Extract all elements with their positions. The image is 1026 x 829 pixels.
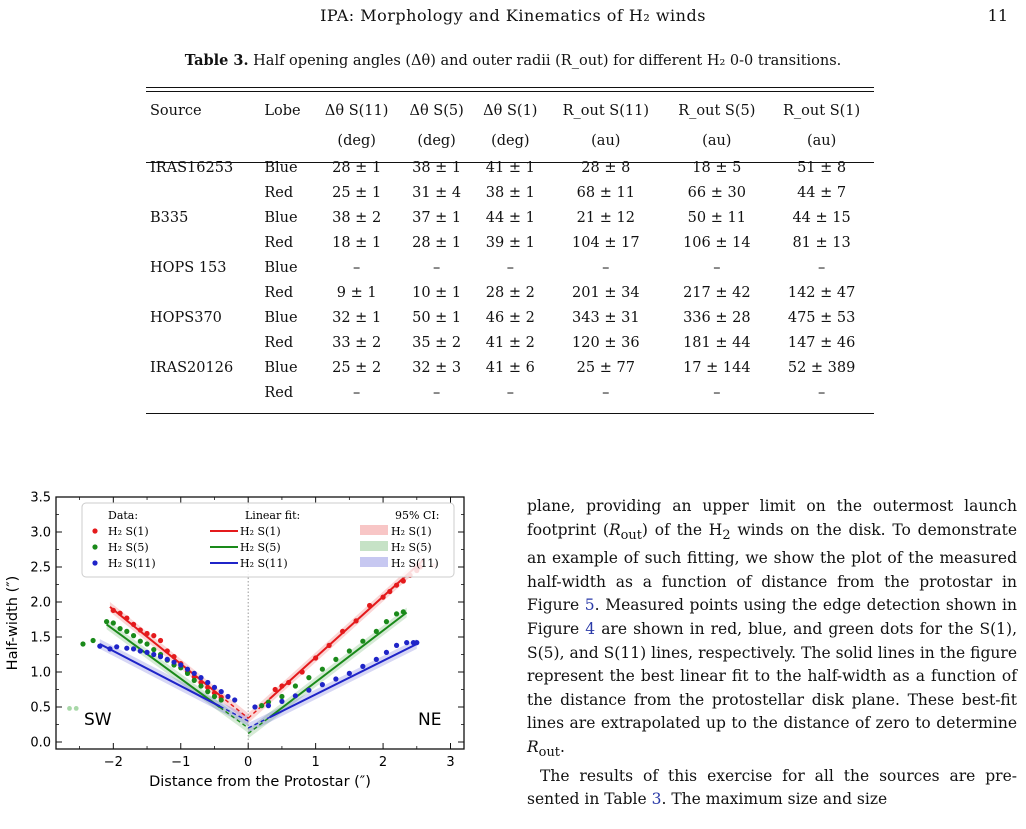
data-point [333, 657, 338, 662]
table-cell: 50 ± 1 [412, 309, 462, 326]
p1-rout-sub-2: out [538, 745, 560, 761]
table-cell: – [432, 259, 441, 276]
column-header: Δθ S(11) [324, 103, 389, 119]
column-unit: (au) [702, 133, 732, 149]
table-cell: 32 ± 1 [332, 309, 382, 326]
figure-4-link[interactable]: 4 [585, 620, 596, 639]
table-cell: 25 ± 2 [332, 359, 382, 376]
data-point [394, 583, 399, 588]
data-point [293, 693, 298, 698]
table-cell [146, 230, 264, 255]
data-point [131, 633, 136, 638]
fit-line [270, 613, 407, 718]
p2-c: . The maximum size and size [661, 790, 888, 809]
data-point [225, 694, 230, 699]
table-caption-label: Table 3. [184, 52, 249, 69]
data-point [313, 655, 318, 660]
data-point [374, 629, 379, 634]
y-tick-label: 1.0 [30, 665, 51, 681]
region-label-ne: NE [418, 710, 442, 730]
data-point [212, 685, 217, 690]
p1-sub2: 2 [722, 527, 731, 543]
table-cell: 44 ± 1 [485, 209, 535, 226]
table-cell: 44 ± 7 [797, 184, 847, 201]
table-cell [146, 180, 264, 205]
data-point [198, 683, 203, 688]
table-cell: Red [264, 334, 294, 351]
p1-f: . [559, 738, 565, 757]
table-cell: – [602, 384, 610, 401]
y-tick-label: 1.5 [30, 630, 51, 646]
table-cell: Blue [264, 259, 298, 276]
x-tick-label: −2 [103, 755, 123, 770]
data-point [151, 652, 156, 657]
data-point [117, 611, 122, 616]
table-row [146, 355, 874, 380]
table-cell: – [506, 384, 514, 401]
column-unit [264, 127, 313, 155]
table-cell: – [713, 384, 721, 401]
data-point [97, 644, 102, 649]
x-tick-label: 1 [311, 755, 320, 770]
column-header: R_out S(1) [783, 103, 861, 119]
table-row [146, 380, 874, 405]
table-cell: – [817, 384, 826, 401]
column-unit: (deg) [491, 133, 530, 149]
data-point [340, 629, 345, 634]
data-point [131, 622, 136, 627]
y-tick-label: 0.0 [30, 735, 51, 751]
x-tick-label: −1 [171, 755, 191, 770]
data-table [146, 95, 874, 405]
column-unit: (deg) [417, 133, 456, 149]
table-cell: 44 ± 15 [792, 209, 851, 226]
data-point [279, 694, 284, 699]
data-point [158, 638, 163, 643]
data-point [279, 699, 284, 704]
data-point [252, 704, 257, 709]
table-row [146, 205, 874, 230]
data-point [165, 657, 170, 662]
table-cell: Red [264, 234, 294, 251]
table-cell: 9 ± 1 [336, 284, 377, 301]
table-cell: Red [264, 184, 294, 201]
data-point [293, 683, 298, 688]
data-point [192, 671, 197, 676]
table-cell: 38 ± 2 [332, 209, 382, 226]
table-row [146, 230, 874, 255]
data-point [367, 603, 372, 608]
data-point [158, 654, 163, 659]
y-tick-label: 3.0 [30, 525, 51, 541]
page-header [0, 0, 1026, 30]
data-point [138, 639, 143, 644]
p2-a: The results of this exercise for all the sources are pre- [540, 766, 1017, 785]
table-cell: 104 ± 17 [572, 234, 640, 251]
table-cell: Blue [264, 309, 298, 326]
y-tick-label: 2.5 [30, 560, 51, 576]
table-bottom-rule [146, 413, 874, 414]
table-cell: 31 ± 4 [412, 184, 462, 201]
legend-label-data: H₂ S(1) [108, 525, 149, 538]
table-cell: B335 [150, 209, 189, 226]
data-point [266, 703, 271, 708]
data-point [219, 697, 224, 702]
region-label-sw: SW [84, 710, 112, 730]
legend-label-fit: H₂ S(1) [240, 525, 281, 538]
table-cell: 28 ± 8 [581, 159, 631, 176]
column-unit: (au) [806, 133, 837, 149]
column-header: Lobe [264, 103, 301, 119]
legend-label-data: H₂ S(5) [108, 541, 149, 554]
data-point [165, 648, 170, 653]
y-tick-label: 0.5 [30, 700, 51, 716]
data-point [111, 620, 116, 625]
table-cell: HOPS 153 [150, 259, 227, 276]
data-point [144, 641, 149, 646]
legend-label-data: H₂ S(11) [108, 557, 156, 570]
table-cell: 21 ± 12 [576, 209, 635, 226]
table-cell: 120 ± 36 [572, 334, 640, 351]
table-top-rule-1 [146, 87, 874, 88]
data-point [259, 703, 264, 708]
paragraph-1 [527, 495, 1017, 765]
table-cell: 142 ± 47 [787, 284, 856, 301]
column-header: R_out S(5) [678, 103, 756, 119]
table-cell: 38 ± 1 [412, 159, 462, 176]
legend-ci-title: 95% CI: [395, 509, 440, 522]
table-row [146, 155, 874, 180]
legend-fit-title: Linear fit: [245, 509, 301, 522]
page-number: 11 [987, 6, 1008, 25]
y-tick-label: 2.0 [30, 595, 51, 611]
table-cell: 50 ± 11 [687, 209, 746, 226]
data-point [192, 678, 197, 683]
data-point [178, 662, 183, 667]
table-cell: 336 ± 28 [683, 309, 751, 326]
data-point [327, 643, 332, 648]
running-title: IPA: Morphology and Kinematics of H₂ winds [320, 6, 706, 25]
p1-c: winds on the disk. To demonstrate an example of such fitting, we show the plot of the measured half-width as a function of distance from the protostar in Figure [527, 520, 1017, 615]
table-cell: 343 ± 31 [572, 309, 640, 326]
table-cell: Red [264, 284, 294, 301]
legend-marker [92, 528, 97, 533]
data-point [387, 589, 392, 594]
table-cell: Red [264, 384, 294, 401]
p1-b: ) of the H [641, 520, 723, 539]
data-point [144, 650, 149, 655]
data-point [401, 578, 406, 583]
table-cell: 25 ± 1 [332, 184, 382, 201]
data-point [404, 640, 409, 645]
table-cell: 68 ± 11 [576, 184, 635, 201]
fit-line [107, 624, 220, 707]
p1-rout-sub: out [620, 527, 642, 543]
faint-data-point [74, 706, 79, 711]
table-cell: – [506, 259, 514, 276]
data-point [347, 648, 352, 653]
data-point [279, 683, 284, 688]
data-point [111, 608, 116, 613]
data-point [117, 626, 122, 631]
data-point [151, 647, 156, 652]
p1-rout: R [608, 520, 621, 539]
data-point [232, 697, 237, 702]
p1-rout-2: R [527, 738, 539, 757]
data-point [286, 680, 291, 685]
column-header: Δθ S(5) [409, 103, 464, 119]
figure-5-link[interactable]: 5 [584, 596, 595, 615]
p1-e: are shown in red, blue, and green dots for the S(1), S(5), and S(11) lines, respectively. The solid lines in the figure represent the best linear fit to the half-width as a function of the distance from the protostellar disk plane. These best-fit lines are extrapolated up to the distance of zero to determine [527, 620, 1017, 733]
table-cell: 37 ± 1 [412, 209, 462, 226]
table-cell [146, 380, 264, 405]
table-caption-text: Half opening angles (Δθ) and outer radii (R_out) for different H₂ 0-0 transitions. [253, 53, 842, 69]
table-cell: 41 ± 1 [485, 159, 535, 176]
table-header-rule [146, 162, 874, 163]
legend-ci-swatch [360, 525, 388, 535]
column-unit [146, 127, 264, 155]
table-cell: – [432, 384, 441, 401]
table-cell [146, 280, 264, 305]
table-cell: – [817, 259, 826, 276]
table-cell [146, 330, 264, 355]
table-cell: 51 ± 8 [797, 159, 847, 176]
table-cell: 10 ± 1 [412, 284, 462, 301]
table-cell: – [713, 259, 721, 276]
x-axis-label: Distance from the Protostar (″) [149, 774, 371, 790]
chart-legend [82, 503, 454, 577]
legend-marker [92, 560, 97, 565]
legend-label-ci: H₂ S(1) [391, 525, 432, 538]
data-point [144, 631, 149, 636]
table-row [146, 180, 874, 205]
column-unit: (deg) [337, 133, 376, 149]
data-point [401, 609, 406, 614]
data-point [205, 689, 210, 694]
table-cell: 147 ± 46 [787, 334, 856, 351]
table-top-rule-2 [146, 91, 874, 92]
legend-ci-swatch [360, 541, 388, 551]
data-point [414, 640, 419, 645]
data-point [205, 680, 210, 685]
legend-ci-swatch [360, 557, 388, 567]
table-cell: HOPS370 [150, 309, 222, 326]
data-point [333, 676, 338, 681]
legend-label-ci: H₂ S(11) [391, 557, 439, 570]
p1-a: plane, providing an upper limit on the outermost launch footprint ( [527, 497, 1017, 539]
column-unit: (au) [591, 133, 621, 149]
data-point [80, 641, 85, 646]
table-cell: 35 ± 2 [412, 334, 462, 351]
legend-data-title: Data: [108, 509, 139, 522]
table-cell: 33 ± 2 [332, 334, 382, 351]
data-point [171, 660, 176, 665]
data-point [320, 682, 325, 687]
data-point [394, 643, 399, 648]
table-cell: 81 ± 13 [792, 234, 851, 251]
table-cell: 106 ± 14 [683, 234, 751, 251]
data-point [171, 654, 176, 659]
data-point [104, 619, 109, 624]
column-header: Source [150, 103, 202, 119]
data-point [360, 664, 365, 669]
table-cell: – [353, 384, 361, 401]
table-cell: 32 ± 3 [412, 359, 462, 376]
table-cell: 28 ± 2 [485, 284, 535, 301]
body-text-column [527, 495, 1017, 812]
table-row [146, 280, 874, 305]
table-cell: IRAS20126 [150, 359, 234, 376]
data-point [138, 648, 143, 653]
table-cell: Blue [264, 359, 298, 376]
data-point [394, 611, 399, 616]
y-tick-label: 3.5 [30, 490, 51, 506]
data-point [360, 639, 365, 644]
data-point [273, 687, 278, 692]
table-3-link[interactable]: 3 [651, 790, 662, 809]
data-point [124, 629, 129, 634]
data-point [306, 675, 311, 680]
table-cell: 475 ± 53 [787, 309, 856, 326]
data-point [380, 595, 385, 600]
table-row [146, 255, 874, 280]
table-caption [0, 52, 1026, 69]
table-row [146, 305, 874, 330]
table-cell: 18 ± 5 [692, 159, 742, 176]
p2-b: sented in Table [527, 790, 652, 809]
data-point [124, 616, 129, 621]
faint-data-point [67, 706, 72, 711]
data-point [353, 618, 358, 623]
table-cell: 18 ± 1 [332, 234, 382, 251]
table-cell: 41 ± 6 [485, 359, 535, 376]
table-cell: 66 ± 30 [687, 184, 746, 201]
table-row [146, 330, 874, 355]
data-point [114, 644, 119, 649]
half-width-plot [0, 487, 470, 825]
y-axis-label: Half-width (″) [5, 575, 21, 671]
legend-label-fit: H₂ S(5) [240, 541, 281, 554]
data-point [124, 646, 129, 651]
table-cell: 28 ± 1 [412, 234, 462, 251]
data-point [347, 671, 352, 676]
paragraph-2 [527, 765, 1017, 812]
legend-label-ci: H₂ S(5) [391, 541, 432, 554]
table-cell: – [353, 259, 361, 276]
data-point [151, 633, 156, 638]
data-point [219, 689, 224, 694]
table-cell: 181 ± 44 [683, 334, 751, 351]
data-point [198, 675, 203, 680]
data-point [131, 646, 136, 651]
table-cell: – [602, 259, 610, 276]
legend-label-fit: H₂ S(11) [240, 557, 288, 570]
table-cell: 38 ± 1 [485, 184, 535, 201]
data-point [300, 669, 305, 674]
data-point [90, 638, 95, 643]
table-cell: 17 ± 144 [683, 359, 751, 376]
table-cell: 39 ± 1 [485, 234, 535, 251]
table-cell: 28 ± 1 [332, 159, 382, 176]
data-point [107, 646, 112, 651]
x-tick-label: 3 [446, 755, 455, 770]
x-tick-label: 2 [378, 755, 388, 770]
column-header: Δθ S(1) [483, 103, 538, 119]
table-cell: 41 ± 2 [485, 334, 535, 351]
data-point [138, 627, 143, 632]
chart-svg [0, 487, 470, 825]
data-point [384, 650, 389, 655]
data-point [374, 657, 379, 662]
data-point [185, 667, 190, 672]
table-cell: Blue [264, 159, 298, 176]
table-cell: Blue [264, 209, 298, 226]
table-cell: 25 ± 77 [576, 359, 635, 376]
table-cell: 52 ± 389 [787, 359, 856, 376]
x-tick-label: 0 [244, 755, 253, 770]
table-cell: 217 ± 42 [683, 284, 751, 301]
p1-d: . Measured points using the edge detection shown in Figure [527, 596, 1017, 639]
data-point [306, 688, 311, 693]
table-cell: 46 ± 2 [485, 309, 535, 326]
table-cell: IRAS16253 [150, 159, 234, 176]
data-point [320, 667, 325, 672]
legend-marker [92, 544, 97, 549]
column-header: R_out S(11) [562, 103, 649, 119]
data-point [212, 694, 217, 699]
table-cell: 201 ± 34 [572, 284, 640, 301]
data-point [384, 619, 389, 624]
